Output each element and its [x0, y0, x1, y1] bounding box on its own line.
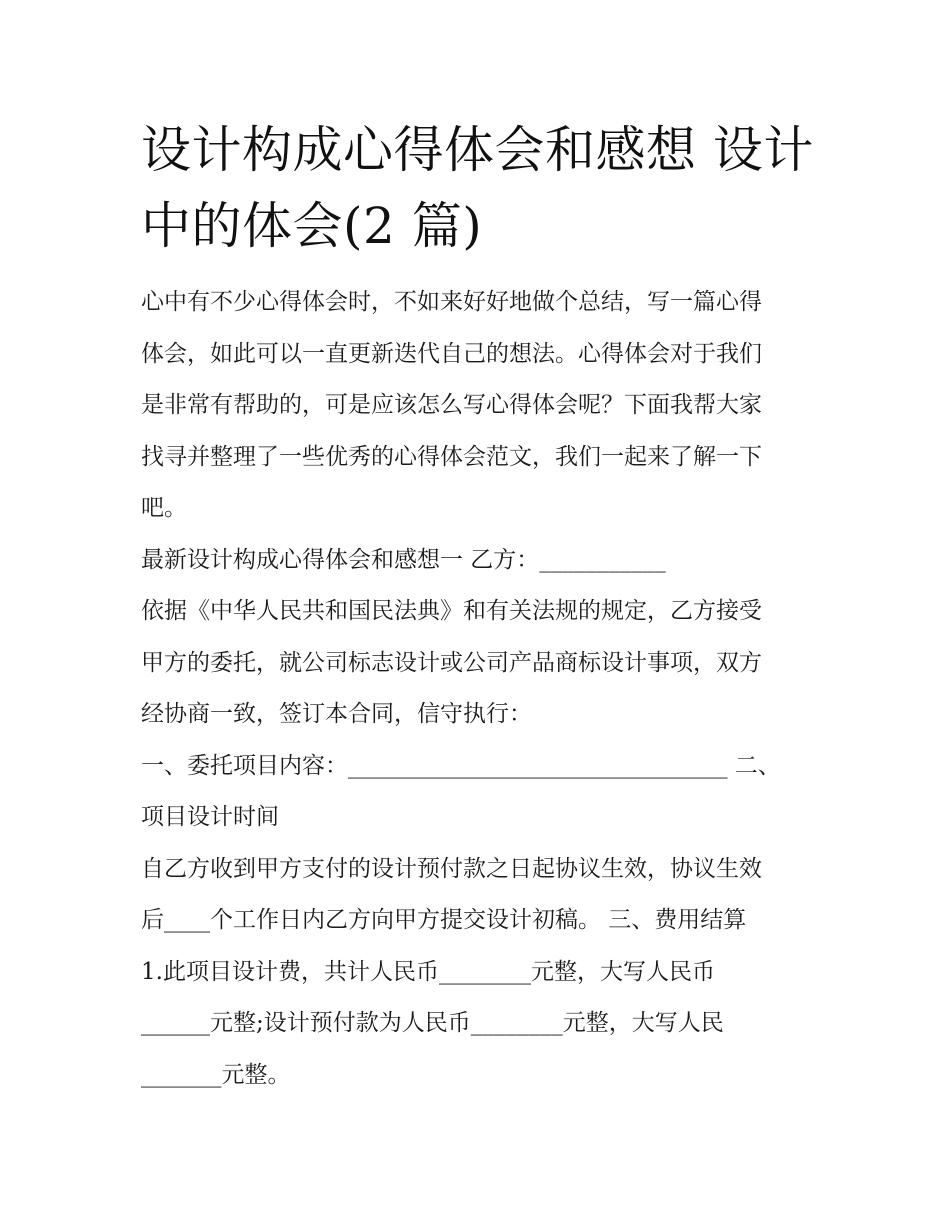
body-line-2: 体会，如此可以一直更新迭代自己的想法。心得体会对于我们 [141, 340, 762, 367]
body-line-10: 一、委托项目内容：_________________________________ 二、 [141, 752, 781, 779]
body-line-8: 甲方的委托，就公司标志设计或公司产品商标设计事项，双方 [141, 649, 762, 676]
body-line-7: 依据《中华人民共和国民法典》和有关法规的规定，乙方接受 [141, 598, 762, 624]
title-line-1: 设计构成心得体会和感想 设计 [141, 121, 814, 179]
body-line-3: 是非常有帮助的，可是应该怎么写心得体会呢？下面我帮大家 [141, 392, 762, 418]
body-line-13: 后____个工作日内乙方向甲方提交设计初稿。 三、费用结算 [141, 907, 747, 933]
body-line-5: 吧。 [141, 495, 187, 521]
body-line-14: 1.此项目设计费，共计人民币________元整，大写人民币 [141, 958, 715, 985]
body-line-15: ______元整;设计预付款为人民币________元整，大写人民 [141, 1010, 724, 1036]
body-line-9: 经协商一致，签订本合同，信守执行： [141, 701, 532, 727]
document-body [141, 277, 821, 1101]
title-line-2: 中的体会(2 篇) [141, 197, 483, 255]
body-line-12: 自乙方收到甲方支付的设计预付款之日起协议生效，协议生效 [141, 855, 762, 882]
body-line-1: 心中有不少心得体会时，不如来好好地做个总结，写一篇心得 [141, 289, 762, 315]
body-line-16: _______元整。 [141, 1061, 291, 1088]
body-line-6: 最新设计构成心得体会和感想一 乙方：___________ [141, 546, 666, 573]
document-title [141, 112, 821, 264]
body-line-11: 项目设计时间 [141, 804, 279, 830]
body-line-4: 找寻并整理了一些优秀的心得体会范文，我们一起来了解一下 [141, 443, 762, 470]
